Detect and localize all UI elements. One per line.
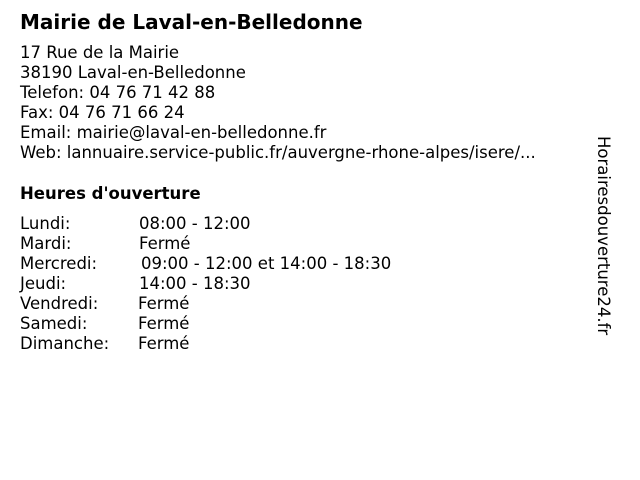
- address-street: 17 Rue de la Mairie: [20, 43, 180, 62]
- hours-row-vendredi: [20, 294, 460, 314]
- day-hours: 08:00 - 12:00: [139, 214, 251, 233]
- day-hours: Fermé: [138, 334, 190, 353]
- day-hours: Fermé: [138, 314, 190, 333]
- day-label: Lundi:: [20, 214, 71, 233]
- hours-row-mardi: [20, 234, 460, 254]
- day-hours: 14:00 - 18:30: [139, 274, 251, 293]
- phone-number: Telefon: 04 76 71 42 88: [20, 83, 216, 102]
- day-hours: 09:00 - 12:00 et 14:00 - 18:30: [141, 254, 392, 273]
- contact-block: [20, 43, 536, 163]
- hours-row-samedi: [20, 314, 460, 334]
- website-link: Web: lannuaire.service-public.fr/auvergne-rhone-alpes/isere/...: [20, 143, 536, 162]
- day-label: Dimanche:: [20, 334, 110, 353]
- hours-row-lundi: [20, 214, 460, 234]
- day-label: Mercredi:: [20, 254, 98, 273]
- site-brand-vertical: Horairesdouverture24.fr: [594, 136, 613, 336]
- hours-row-jeudi: [20, 274, 460, 294]
- hours-row-dimanche: [20, 334, 460, 354]
- day-label: Jeudi:: [20, 274, 67, 293]
- email-address: Email: mairie@laval-en-belledonne.fr: [20, 123, 327, 142]
- hours-heading: Heures d'ouverture: [20, 184, 201, 203]
- day-label: Mardi:: [20, 234, 72, 253]
- opening-hours-table: [20, 214, 460, 354]
- fax-number: Fax: 04 76 71 66 24: [20, 103, 185, 122]
- hours-row-mercredi: [20, 254, 460, 274]
- day-hours: Fermé: [139, 234, 191, 253]
- day-hours: Fermé: [138, 294, 190, 313]
- day-label: Samedi:: [20, 314, 88, 333]
- day-label: Vendredi:: [20, 294, 99, 313]
- address-city: 38190 Laval-en-Belledonne: [20, 63, 246, 82]
- page-title: Mairie de Laval-en-Belledonne: [20, 10, 363, 34]
